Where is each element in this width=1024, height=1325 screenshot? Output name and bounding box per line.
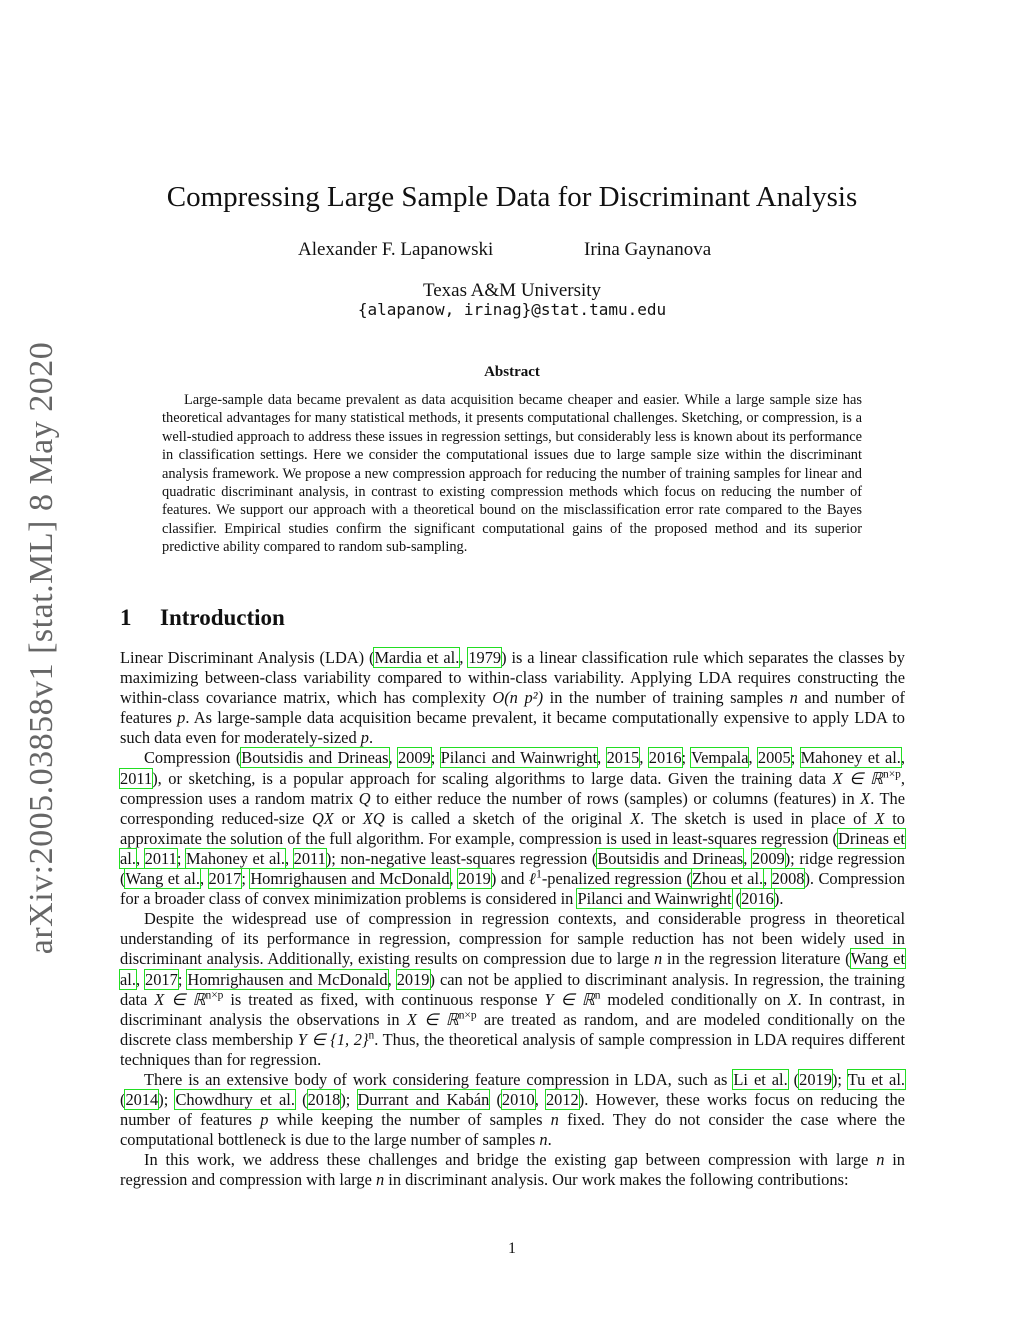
math-expression: ℓ (528, 869, 537, 889)
text-run: There is an extensive body of work considering feature compression in LDA, such as (144, 1069, 734, 1089)
citation-link[interactable]: Mardia et al. (374, 648, 460, 667)
body-paragraph (120, 909, 905, 1070)
text-run: . Thus, the theoretical analysis of sample compression in LDA requires different techniques than for regression. (120, 1029, 905, 1069)
section-number: 1 (120, 605, 132, 630)
text-run: ). However, these works focus on reducing the number of features (120, 1090, 905, 1130)
math-expression: O(n p²) (492, 688, 544, 708)
math-expression: n (789, 688, 798, 708)
citation-link[interactable]: Boutsidis and Drineas (241, 748, 389, 768)
math-expression: XQ (362, 808, 385, 828)
text-run: , (900, 748, 905, 768)
math-expression: QX (311, 808, 334, 828)
math-superscript: n (594, 989, 601, 1002)
math-expression: n (550, 1110, 559, 1130)
citation-link[interactable]: 2011 (144, 848, 177, 868)
text-run: is called a sketch of the original (384, 808, 630, 828)
text-run: , (387, 969, 397, 989)
text-run: Compression ( (144, 748, 242, 768)
math-expression: n (653, 949, 663, 969)
citation-link[interactable]: 2016 (648, 748, 682, 768)
text-run: , (199, 869, 209, 889)
citation-link[interactable]: 2019 (396, 969, 430, 989)
text-run: , compression uses a random matrix (120, 768, 905, 808)
text-run: ; (241, 869, 251, 889)
math-expression: n (375, 1170, 385, 1190)
math-superscript: 1 (536, 868, 542, 881)
email-domain: @stat.tamu.edu (531, 300, 667, 319)
text-run: , (597, 748, 607, 768)
citation-link[interactable]: Homrighausen and McDonald (250, 869, 450, 889)
text-run: to approximate the solution of the full algorithm. For example, compression is used in least-squares regression ( (120, 808, 905, 848)
text-run: Linear Discriminant Analysis (LDA) ( (120, 648, 375, 667)
math-expression: X (629, 808, 640, 828)
citation-link[interactable]: 2019 (799, 1069, 832, 1089)
text-run: ) can not be applied to discriminant analysis. In regression, the training data (120, 969, 905, 1009)
text-run: ) and (490, 869, 529, 889)
citation-link[interactable]: 2009 (751, 848, 785, 868)
text-run: -penalized regression ( (541, 869, 692, 889)
author-2: Irina Gaynanova (584, 239, 712, 260)
abstract-heading: Abstract (484, 364, 540, 380)
text-run: ( (489, 1090, 502, 1110)
author-email (0, 300, 1024, 320)
citation-link[interactable]: Vempala (691, 748, 749, 768)
citation-link[interactable]: Chowdhury et al. (175, 1090, 295, 1110)
text-run: ); non-negative least-squares regression ( (325, 848, 598, 868)
text-run: . The corresponding reduced-size (120, 788, 905, 828)
text-run: in regression and compression with large (120, 1150, 905, 1190)
citation-link[interactable]: Pilanci and Wainwright (577, 889, 732, 909)
citation-link[interactable]: Mahoney et al. (800, 748, 901, 768)
text-run: ( (120, 1090, 126, 1110)
text-run: while keeping the number of samples (268, 1110, 551, 1130)
math-superscript: n (368, 1029, 375, 1042)
text-run: ( (294, 1090, 308, 1110)
abstract-text: Large-sample data became prevalent as data acquisition became cheaper and easier. While a large sample size has theoretical advantages for many statistical methods, it presents computational challenges. Sketching, or compression, is a well-studied approach to address these issues in regression settings, but considerably less is known about its performance in classification settings. Here we consider the computational issues due to large sample size within the discriminant analysis framework. We propose a new compression approach for reducing the number of training samples for linear and quadratic discriminant analysis, in contrast to existing compression methods which focus on reducing the number of features. We support our approach with a theoretical bound on the misclassification error rate compared to the Bayes classifier. Empirical studies confirm the significant computational gains of the proposed method and its superior predictive ability compared to random sub-sampling. (162, 392, 862, 556)
citation-link[interactable]: Durrant and Kabán (357, 1090, 490, 1110)
text-run: in the regression literature ( (662, 949, 851, 969)
citation-link[interactable]: Tu et al. (847, 1069, 905, 1089)
citation-link[interactable]: Li et al. (733, 1069, 788, 1089)
body-paragraph (120, 648, 905, 748)
citation-link[interactable]: Wang et al. (120, 949, 905, 989)
section-heading (120, 605, 285, 631)
text-run: . As large-sample data acquisition became prevalent, it became computationally expensive to apply LDA to such data even for moderately-sized (120, 708, 905, 748)
citation-link[interactable]: 2019 (458, 869, 491, 889)
author-1: Alexander F. Lapanowski (298, 239, 494, 260)
text-run: are treated as random, and are modeled conditionally on the discrete class membership (120, 1009, 905, 1049)
text-run: or (333, 808, 363, 828)
math-expression: p (360, 728, 369, 748)
text-run: , (449, 869, 459, 889)
text-run: ; (790, 748, 801, 768)
body-paragraph (120, 1070, 905, 1150)
text-run: . (547, 1130, 552, 1150)
math-expression: X (860, 788, 871, 808)
citation-link[interactable]: 2018 (307, 1090, 341, 1110)
math-superscript: n×p (205, 989, 224, 1002)
text-run: in discriminant analysis. Our work makes the following contributions: (384, 1170, 849, 1190)
section-title: Introduction (160, 605, 285, 630)
text-run: . In contrast, in discriminant analysis the observations in (120, 989, 905, 1029)
text-run: , (763, 869, 772, 889)
paper-title: Compressing Large Sample Data for Discriminant Analysis (166, 181, 858, 213)
text-run: ); (831, 1069, 848, 1089)
citation-link[interactable]: 2015 (606, 748, 640, 768)
math-expression: n (539, 1130, 548, 1150)
body-paragraph (120, 748, 905, 909)
text-run: is treated as fixed, with continuous response (223, 989, 545, 1009)
text-run: modeled conditionally on (600, 989, 788, 1009)
math-expression: Y ∈ ℝ (544, 989, 595, 1009)
citation-link[interactable]: 2008 (771, 869, 805, 889)
math-expression: Y ∈ {1, 2} (297, 1029, 369, 1049)
math-expression: X (874, 808, 885, 828)
citation-link[interactable]: 2016 (741, 889, 774, 909)
citation-link[interactable]: Homrighausen and McDonald (187, 969, 388, 989)
text-run: ; (177, 969, 188, 989)
text-run: , (748, 748, 758, 768)
math-superscript: n×p (458, 1009, 477, 1022)
affiliation: Texas A&M University (422, 280, 602, 301)
text-run: , (743, 848, 752, 868)
text-run: , (534, 1090, 546, 1110)
text-run: , (459, 648, 469, 667)
text-run: . The sketch is used in place of (639, 808, 875, 828)
citation-link[interactable]: 2005 (757, 748, 791, 768)
text-run: ( (731, 889, 742, 909)
text-run: ); (158, 1090, 176, 1110)
math-expression: X ∈ ℝ (406, 1009, 459, 1029)
text-run: , (639, 748, 649, 768)
text-run: ( (787, 1069, 800, 1089)
text-run: ). Compression for a broader class of convex minimization problems is considered in (120, 869, 905, 909)
text-run: fixed. They do not consider the case where the computational bottleneck is due to the large number of samples (120, 1110, 905, 1150)
citation-link[interactable]: 2017 (208, 869, 242, 889)
citation-link[interactable]: Boutsidis and Drineas (597, 848, 744, 868)
citation-link[interactable]: Drineas et al. (120, 828, 905, 868)
math-expression: X (787, 989, 798, 1009)
text-run: In this work, we address these challenges and bridge the existing gap between compression with large (144, 1150, 877, 1170)
text-run: ), or sketching, is a popular approach for scaling algorithms to large data. Given the training data (152, 768, 833, 788)
text-run: , (135, 969, 146, 989)
citation-link[interactable]: Zhou et al. (691, 869, 764, 889)
text-run: and number of features (120, 688, 906, 728)
text-run: , (135, 848, 145, 868)
text-run: . (368, 728, 374, 748)
text-run: ) is a linear classification rule which separates the classes by maximizing between-class variability compared to within-class variability. Applying LDA requires constructing the within-class covariance matrix, which has complexity (120, 648, 905, 708)
text-run: , (284, 848, 294, 868)
body-paragraph (120, 1150, 905, 1190)
text-run: ; (430, 748, 441, 768)
email-user: {alapanow, irinag} (357, 300, 532, 319)
text-run: ); (340, 1090, 358, 1110)
math-superscript: n×p (882, 768, 901, 781)
citation-link[interactable]: 2011 (120, 768, 153, 788)
math-expression: X ∈ ℝ (154, 989, 206, 1009)
citation-link[interactable]: 2012 (545, 1090, 579, 1110)
citation-link[interactable]: 2011 (293, 848, 326, 868)
text-run: in the number of training samples (543, 688, 790, 708)
citation-link[interactable]: Pilanci and Wainwright (440, 748, 598, 768)
text-run: ; (176, 848, 187, 868)
citation-link[interactable]: 2010 (501, 1090, 535, 1110)
text-run: , (388, 748, 398, 768)
body-text (120, 648, 905, 1191)
text-run: Despite the widespread use of compression in regression contexts, and considerable progress in theoretical understanding of its performance in regression, compression for sample reduction has not been widely used in discriminant analysis. Additionally, existing results on compression due to large (120, 909, 905, 969)
arxiv-stamp: arXiv:2005.03858v1 [stat.ML] 8 May 2020 (23, 341, 60, 955)
citation-link[interactable]: 2014 (125, 1090, 159, 1110)
math-expression: Q (358, 788, 371, 808)
citation-link[interactable]: 1979 (468, 648, 502, 667)
text-run: to either reduce the number of rows (samples) or columns (features) in (370, 788, 861, 808)
math-expression: p (177, 708, 186, 728)
math-expression: X ∈ ℝ (832, 768, 883, 788)
text-run: ); ridge regression ( (120, 848, 905, 889)
page-number: 1 (508, 1240, 516, 1257)
text-run: ). (773, 889, 784, 909)
citation-link[interactable]: 2017 (145, 969, 178, 989)
math-expression: p (260, 1110, 269, 1130)
math-expression: n (876, 1150, 885, 1170)
citation-link[interactable]: 2009 (397, 748, 431, 768)
citation-link[interactable]: Mahoney et al. (186, 848, 285, 868)
citation-link[interactable]: Wang et al. (125, 869, 200, 889)
text-run: ; (681, 748, 692, 768)
